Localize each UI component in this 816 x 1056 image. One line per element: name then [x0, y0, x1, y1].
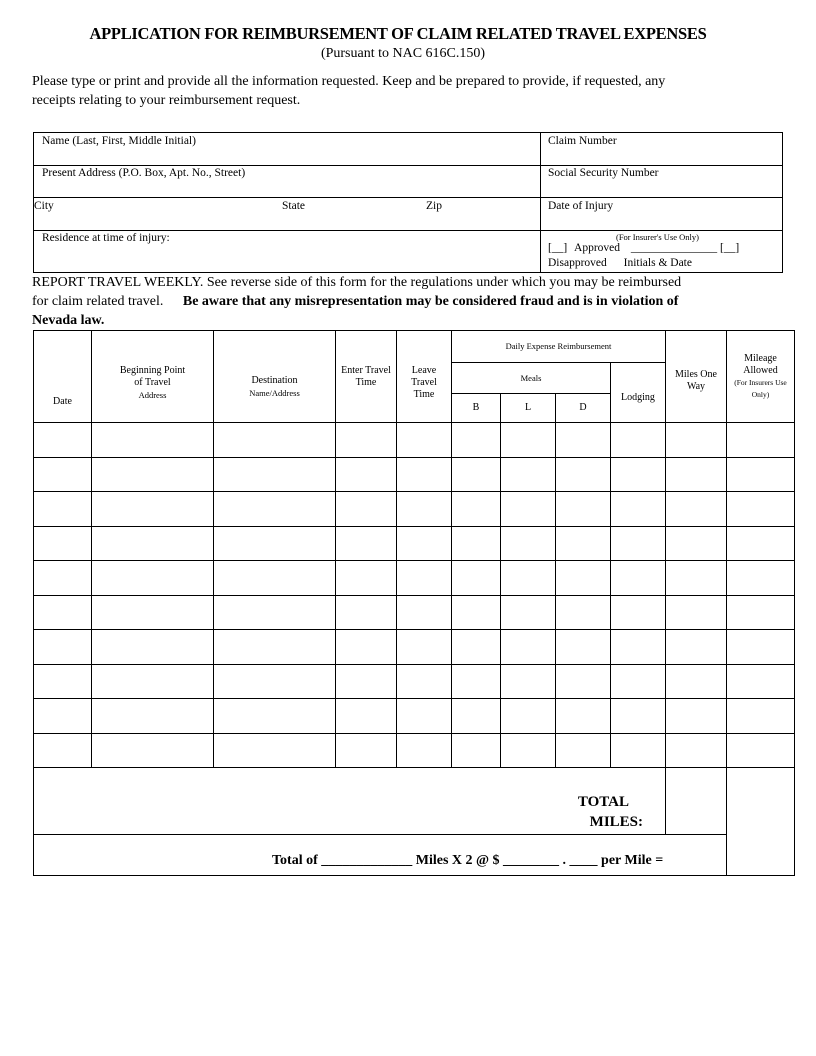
table-cell[interactable]	[452, 423, 501, 458]
table-cell[interactable]	[34, 492, 92, 527]
table-cell[interactable]	[92, 733, 214, 768]
table-cell[interactable]	[501, 699, 556, 734]
table-cell[interactable]	[336, 561, 397, 596]
table-cell[interactable]	[611, 699, 666, 734]
table-cell[interactable]	[34, 664, 92, 699]
table-cell[interactable]	[556, 733, 611, 768]
table-cell[interactable]	[397, 423, 452, 458]
table-cell[interactable]	[92, 595, 214, 630]
table-cell[interactable]	[666, 664, 727, 699]
state-field[interactable]: State	[282, 200, 305, 212]
table-row	[34, 492, 795, 527]
summary-cell	[34, 835, 727, 876]
col-header-mileage-allowed: Mileage Allowed (For Insurers Use Only)	[727, 331, 795, 423]
total-miles-row	[34, 768, 795, 835]
col-header-leave-travel-time: Leave Travel Time	[397, 331, 452, 423]
table-cell[interactable]	[34, 630, 92, 665]
table-cell[interactable]	[397, 561, 452, 596]
table-cell[interactable]	[452, 457, 501, 492]
table-cell[interactable]	[666, 423, 727, 458]
table-cell[interactable]	[727, 457, 795, 492]
table-cell[interactable]	[501, 457, 556, 492]
fraud-warning-end: Nevada law.	[32, 313, 105, 328]
col-header-enter-travel-time: Enter Travel Time	[336, 331, 397, 423]
col-header-beginning-point: Beginning Point of Travel Address	[92, 331, 214, 423]
table-cell[interactable]	[452, 595, 501, 630]
table-cell[interactable]	[34, 457, 92, 492]
report-line-2	[32, 292, 762, 311]
table-cell[interactable]	[214, 699, 336, 734]
col-header-lunch: L	[501, 394, 556, 423]
total-mileage-allowed[interactable]	[727, 768, 795, 835]
table-cell[interactable]	[666, 526, 727, 561]
table-cell[interactable]	[34, 699, 92, 734]
disapproved-checkbox[interactable]: [__]	[720, 242, 740, 254]
table-cell[interactable]	[666, 457, 727, 492]
table-cell[interactable]	[336, 526, 397, 561]
table-cell[interactable]	[666, 595, 727, 630]
table-row	[34, 699, 795, 734]
table-cell[interactable]	[727, 526, 795, 561]
table-cell[interactable]	[92, 526, 214, 561]
table-cell[interactable]	[727, 699, 795, 734]
table-cell[interactable]	[92, 492, 214, 527]
report-line-1: REPORT TRAVEL WEEKLY. See reverse side of this form for the regulations under which you may be reimbursed	[32, 275, 682, 290]
report-instructions	[32, 273, 762, 330]
table-cell[interactable]	[727, 561, 795, 596]
table-cell[interactable]	[397, 733, 452, 768]
col-header-lodging: Lodging	[611, 363, 666, 423]
table-cell[interactable]	[727, 595, 795, 630]
table-cell[interactable]	[34, 733, 92, 768]
summary-row	[34, 835, 795, 876]
form-subtitle: (Pursuant to NAC 616C.150)	[320, 46, 486, 61]
mileage-calculation[interactable]: Total of _____________ Miles X 2 @ $ ________ . ____ per Mile =	[272, 853, 664, 868]
total-miles-label-cell	[34, 768, 666, 835]
table-cell[interactable]	[556, 630, 611, 665]
table-cell[interactable]	[611, 423, 666, 458]
insurer-use-note: (For Insurer's Use Only)	[616, 232, 699, 242]
table-cell[interactable]	[666, 492, 727, 527]
table-cell[interactable]	[727, 423, 795, 458]
summary-amount[interactable]	[727, 835, 795, 876]
table-cell[interactable]	[501, 492, 556, 527]
table-cell[interactable]	[34, 595, 92, 630]
table-cell[interactable]	[556, 561, 611, 596]
fraud-warning: Be aware that any misrepresentation may be considered fraud and is in violation of	[182, 294, 679, 309]
table-cell[interactable]	[336, 664, 397, 699]
table-cell[interactable]	[336, 630, 397, 665]
table-cell[interactable]	[397, 699, 452, 734]
table-cell[interactable]	[452, 664, 501, 699]
table-cell[interactable]	[611, 595, 666, 630]
table-cell[interactable]	[92, 561, 214, 596]
table-cell[interactable]	[501, 423, 556, 458]
table-cell[interactable]	[336, 595, 397, 630]
table-cell[interactable]	[727, 630, 795, 665]
table-cell[interactable]	[501, 526, 556, 561]
table-cell[interactable]	[556, 423, 611, 458]
table-row	[34, 457, 795, 492]
table-cell[interactable]	[397, 630, 452, 665]
col-header-destination: Destination Name/Address	[214, 331, 336, 423]
col-header-dinner: D	[556, 394, 611, 423]
table-cell[interactable]	[397, 664, 452, 699]
table-row	[34, 595, 795, 630]
intro-line-1: Please type or print and provide all the information requested. Keep and be prepared to provide, if requested, any	[32, 74, 666, 89]
total-miles-label: TOTAL MILES:	[577, 794, 643, 830]
table-cell[interactable]	[556, 595, 611, 630]
divider	[34, 230, 782, 231]
table-cell[interactable]	[611, 630, 666, 665]
divider	[34, 165, 782, 166]
table-cell[interactable]	[34, 561, 92, 596]
table-cell[interactable]	[556, 492, 611, 527]
table-cell[interactable]	[214, 423, 336, 458]
table-row	[34, 561, 795, 596]
table-cell[interactable]	[452, 733, 501, 768]
table-cell[interactable]	[214, 630, 336, 665]
table-cell[interactable]	[666, 699, 727, 734]
disapproved-label: Disapproved	[548, 257, 607, 269]
table-cell[interactable]	[214, 492, 336, 527]
divider	[540, 133, 541, 273]
table-cell[interactable]	[214, 733, 336, 768]
table-cell[interactable]	[501, 561, 556, 596]
table-row	[34, 423, 795, 458]
approved-label: Approved	[574, 242, 621, 254]
col-header-date: Date	[34, 331, 92, 423]
table-cell[interactable]	[397, 526, 452, 561]
intro-line-2: receipts relating to your reimbursement request.	[32, 93, 301, 108]
table-cell[interactable]	[611, 457, 666, 492]
zip-field[interactable]: Zip	[426, 200, 442, 212]
table-row	[34, 630, 795, 665]
table-cell[interactable]	[666, 630, 727, 665]
date-of-injury-field[interactable]: Date of Injury	[548, 200, 614, 212]
table-cell[interactable]	[92, 423, 214, 458]
table-cell[interactable]	[452, 699, 501, 734]
present-address-field[interactable]: Present Address (P.O. Box, Apt. No., Street)	[42, 167, 246, 179]
table-cell[interactable]	[92, 630, 214, 665]
table-cell[interactable]	[92, 664, 214, 699]
table-cell[interactable]	[336, 423, 397, 458]
table-cell[interactable]	[501, 630, 556, 665]
table-cell[interactable]	[214, 595, 336, 630]
table-cell[interactable]	[336, 457, 397, 492]
table-cell[interactable]	[452, 526, 501, 561]
table-cell[interactable]	[214, 664, 336, 699]
table-cell[interactable]	[336, 699, 397, 734]
table-cell[interactable]	[556, 699, 611, 734]
report-line-2a: for claim related travel.	[32, 294, 164, 309]
table-cell[interactable]	[556, 664, 611, 699]
disapproved-row	[548, 257, 692, 269]
table-cell[interactable]	[727, 733, 795, 768]
initials-line[interactable]: _______________	[630, 242, 718, 254]
total-miles-value[interactable]	[666, 768, 727, 835]
claimant-info-form	[33, 132, 783, 273]
table-cell[interactable]	[397, 457, 452, 492]
city-field[interactable]: City	[34, 200, 54, 212]
table-cell[interactable]	[452, 492, 501, 527]
approved-checkbox[interactable]: [__]	[548, 242, 568, 254]
approved-row	[548, 242, 739, 254]
social-security-field[interactable]: Social Security Number	[548, 167, 659, 179]
name-field[interactable]: Name (Last, First, Middle Initial)	[42, 135, 196, 147]
table-cell[interactable]	[92, 699, 214, 734]
table-cell[interactable]	[34, 526, 92, 561]
table-cell[interactable]	[556, 526, 611, 561]
table-cell[interactable]	[452, 630, 501, 665]
table-cell[interactable]	[611, 733, 666, 768]
table-row	[34, 664, 795, 699]
divider	[34, 197, 782, 198]
table-cell[interactable]	[611, 664, 666, 699]
intro-instructions	[32, 72, 744, 110]
claim-number-field[interactable]: Claim Number	[548, 135, 617, 147]
table-cell[interactable]	[452, 561, 501, 596]
table-cell[interactable]	[611, 526, 666, 561]
table-cell[interactable]	[214, 457, 336, 492]
initials-date-label: Initials & Date	[623, 257, 692, 269]
table-cell[interactable]	[666, 561, 727, 596]
table-cell[interactable]	[501, 595, 556, 630]
table-cell[interactable]	[556, 457, 611, 492]
col-header-breakfast: B	[452, 394, 501, 423]
col-header-miles-one-way: Miles One Way	[666, 331, 727, 423]
residence-field[interactable]: Residence at time of injury:	[42, 232, 170, 244]
table-row	[34, 733, 795, 768]
table-cell[interactable]	[727, 664, 795, 699]
travel-log-table	[33, 330, 795, 876]
table-cell[interactable]	[501, 733, 556, 768]
table-cell[interactable]	[92, 457, 214, 492]
table-cell[interactable]	[397, 492, 452, 527]
table-cell[interactable]	[666, 733, 727, 768]
form-title: APPLICATION FOR REIMBURSEMENT OF CLAIM RELATED TRAVEL EXPENSES	[89, 24, 707, 43]
table-cell[interactable]	[501, 664, 556, 699]
table-cell[interactable]	[214, 526, 336, 561]
table-cell[interactable]	[611, 492, 666, 527]
col-header-daily-expense: Daily Expense Reimbursement	[452, 331, 666, 363]
col-header-meals: Meals	[452, 363, 611, 394]
table-cell[interactable]	[214, 561, 336, 596]
report-line-3	[32, 311, 762, 330]
table-cell[interactable]	[336, 733, 397, 768]
table-row	[34, 526, 795, 561]
table-cell[interactable]	[336, 492, 397, 527]
table-cell[interactable]	[34, 423, 92, 458]
table-cell[interactable]	[397, 595, 452, 630]
table-cell[interactable]	[611, 561, 666, 596]
table-cell[interactable]	[727, 492, 795, 527]
